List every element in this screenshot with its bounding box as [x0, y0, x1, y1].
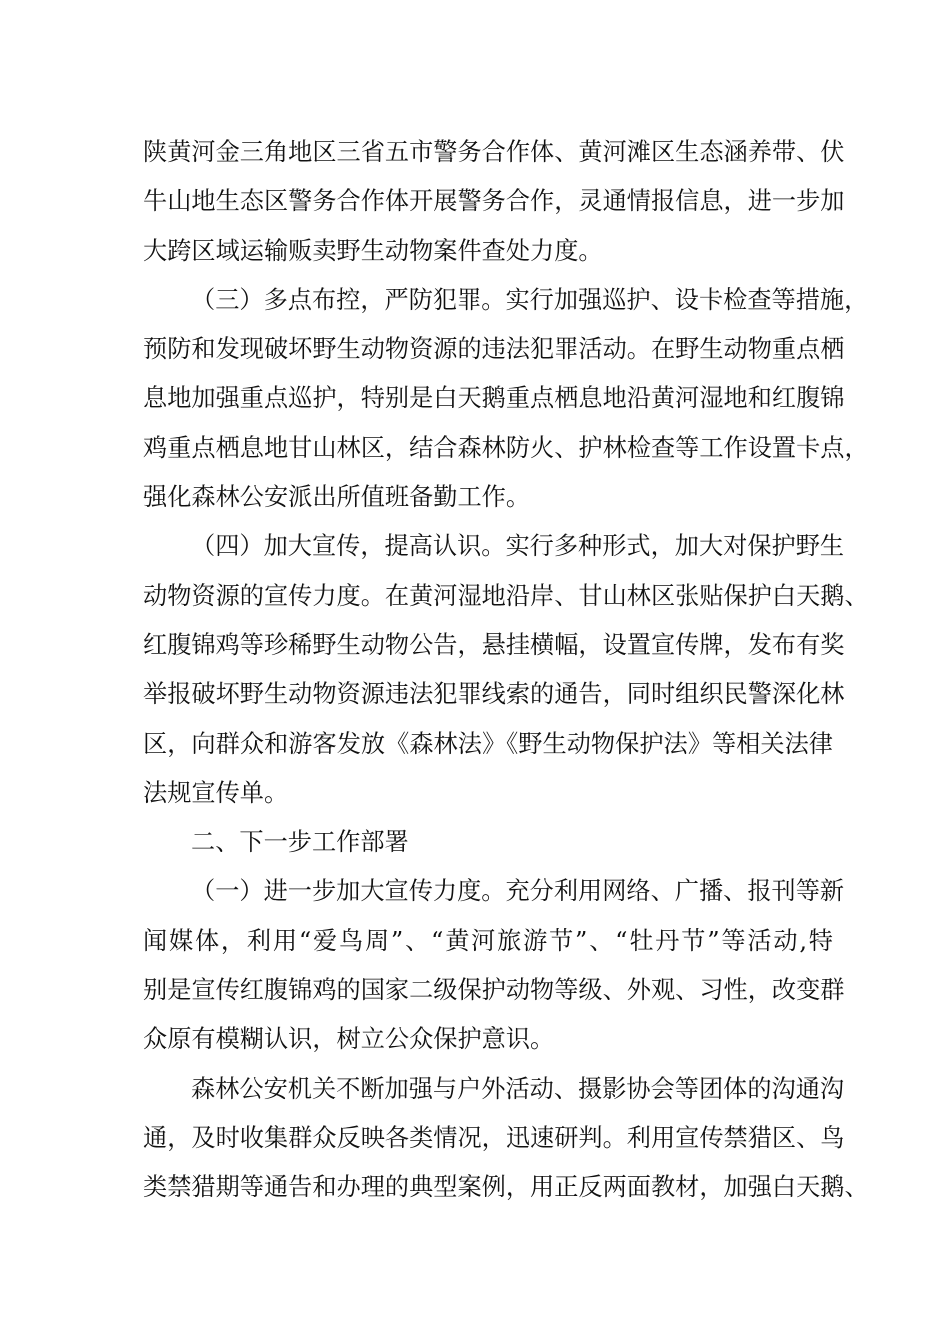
- text-line: 闻媒体，利用“爱鸟周”、“黄河旅游节”、“牡丹节”等活动,特: [143, 926, 833, 955]
- text-line: 举报破坏野生动物资源违法犯罪线索的通告，同时组织民警深化林: [143, 680, 845, 709]
- text-line: 森林公安机关不断加强与户外活动、摄影协会等团体的沟通沟: [191, 1074, 845, 1103]
- text-line: 二、下一步工作部署: [191, 828, 409, 857]
- paragraph-3: [143, 522, 869, 818]
- text-line: 鸡重点栖息地甘山林区，结合森林防火、护林检查等工作设置卡点，: [143, 433, 869, 462]
- text-line: 法规宣传单。: [143, 778, 289, 807]
- paragraph-2: [143, 276, 869, 522]
- document-body: [143, 128, 869, 1213]
- text-line: 通，及时收集群众反映各类情况，迅速研判。利用宣传禁猎区、鸟: [143, 1123, 845, 1152]
- paragraph-5: [143, 867, 845, 1064]
- text-line: 大跨区域运输贩卖野生动物案件查处力度。: [143, 236, 603, 265]
- text-line: 息地加强重点巡护，特别是白天鹅重点栖息地沿黄河湿地和红腹锦: [143, 384, 845, 413]
- text-line: 强化森林公安派出所值班备勤工作。: [143, 483, 531, 512]
- paragraph-6: [143, 1065, 869, 1213]
- paragraph-1: [143, 128, 845, 276]
- text-line: 类禁猎期等通告和办理的典型案例，用正反两面教材，加强白天鹅、: [143, 1173, 869, 1202]
- text-line: （三）多点布控，严防犯罪。实行加强巡护、设卡检查等措施，: [191, 285, 869, 314]
- text-line: （四）加大宣传，提高认识。实行多种形式，加大对保护野生: [191, 532, 845, 561]
- text-line: 陕黄河金三角地区三省五市警务合作体、黄河滩区生态涵养带、伏: [143, 138, 845, 166]
- section-heading: [143, 818, 833, 867]
- text-line: 红腹锦鸡等珍稀野生动物公告，悬挂横幅，设置宣传牌，发布有奖: [143, 630, 845, 659]
- text-line: 别是宣传红腹锦鸡的国家二级保护动物等级、外观、习性，改变群: [143, 976, 845, 1005]
- text-line: 区，向群众和游客发放《森林法》《野生动物保护法》等相关法律: [143, 729, 833, 758]
- text-line: 动物资源的宣传力度。在黄河湿地沿岸、甘山林区张贴保护白天鹅、: [143, 581, 869, 610]
- text-line: 预防和发现破坏野生动物资源的违法犯罪活动。在野生动物重点栖: [143, 335, 845, 364]
- text-line: 众原有模糊认识，树立公众保护意识。: [143, 1025, 555, 1054]
- text-line: 牛山地生态区警务合作体开展警务合作，灵通情报信息，进一步加: [143, 187, 845, 216]
- text-line: （一）进一步加大宣传力度。充分利用网络、广播、报刊等新: [191, 877, 845, 906]
